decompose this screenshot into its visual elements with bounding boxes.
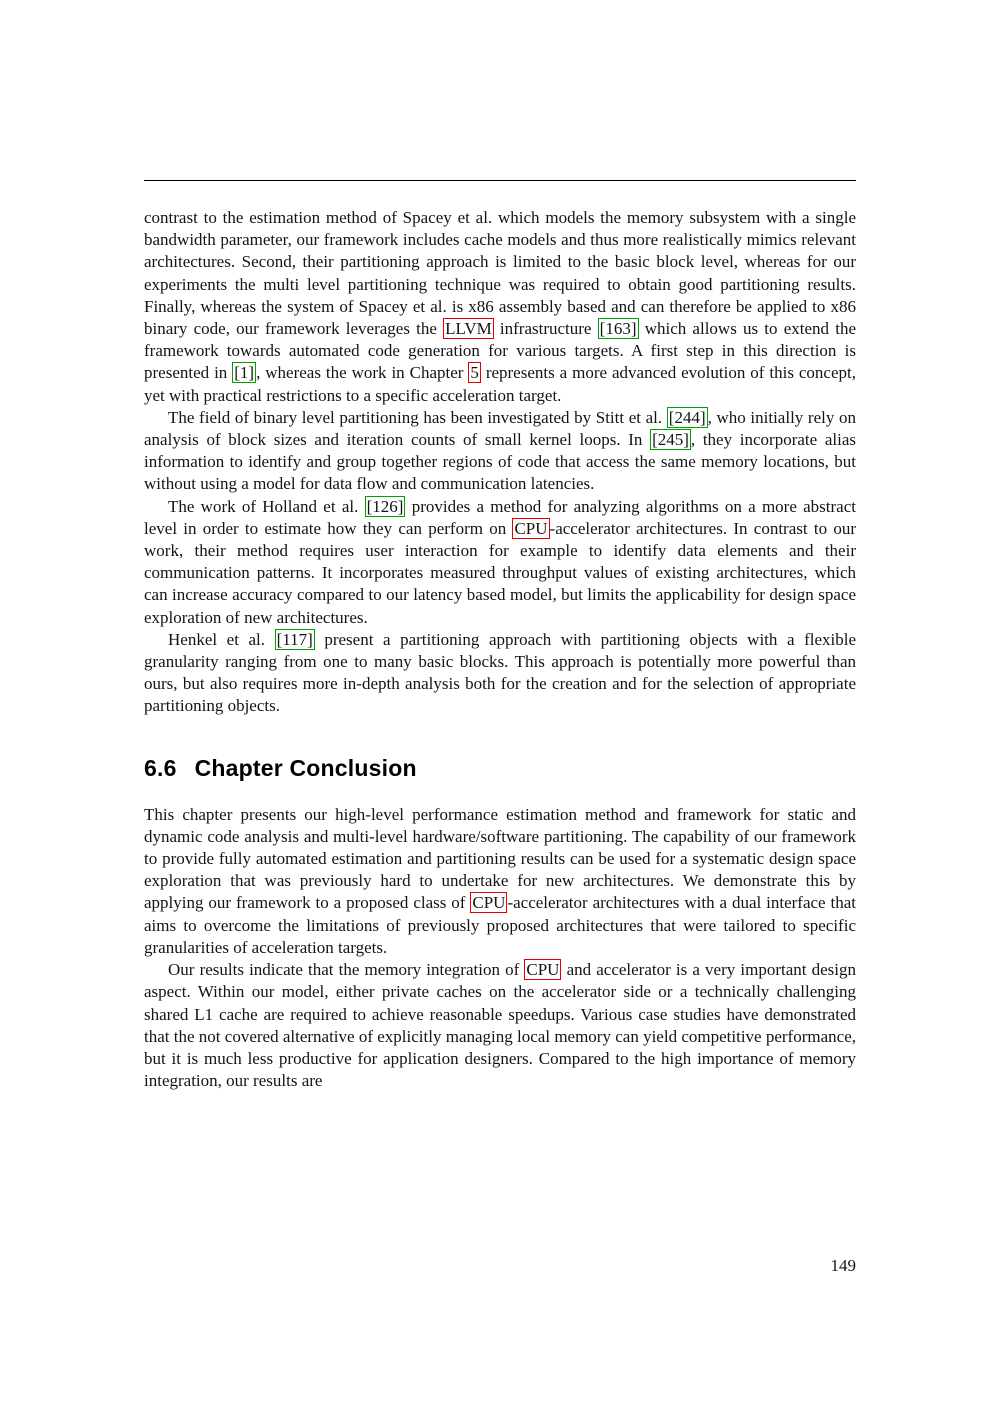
- citation-link[interactable]: [244]: [668, 407, 706, 427]
- internal-link[interactable]: CPU: [526, 960, 560, 980]
- document-content: [144, 207, 856, 1092]
- internal-link[interactable]: 5: [470, 363, 479, 383]
- internal-link[interactable]: CPU: [472, 893, 506, 913]
- text-run: , whereas the work in Chapter: [256, 363, 469, 383]
- paragraph: [144, 804, 856, 959]
- text-run: -accelerator architectures with a dual interface that aims to overcome the limitations of previously proposed architectures that were tailored to specific granularities of acceleration targets.: [144, 893, 857, 957]
- text-run: and accelerator is a very important design aspect. Within our model, either private caches on the accelerator side or a technically challenging shared L1 cache are required to achieve reasonable speedups. Various case studies have demonstrated that the not covered alternative of explicitly managing local memory can yield competitive performance, but it is much less productive for application designers. Compared to the high importance of memory integration, our results are: [144, 960, 856, 1091]
- text-run: This chapter presents our high-level performance estimation method and framework for static and dynamic code analysis and multi-level hardware/software partitioning. The capability of our framework to provide fully automated estimation and partitioning results can be used for a systematic design space exploration that was previously hard to undertake for new architectures. We demonstrate this by applying our framework to a proposed class of: [144, 804, 856, 913]
- page-number: 149: [830, 1256, 856, 1275]
- text-run: , they incorporate alias information to identify and group together regions of code that access the same memory locations, but without using a model for data flow and communication latencies.: [144, 430, 856, 494]
- citation-link[interactable]: [126]: [366, 496, 404, 516]
- paragraph: [144, 207, 856, 407]
- paragraph: [144, 629, 856, 718]
- paragraph: [144, 496, 856, 629]
- text-run: Our results indicate that the memory integration of: [168, 960, 525, 980]
- text-run: infrastructure: [493, 319, 598, 339]
- text-run: contrast to the estimation method of Spacey et al. which models the memory subsystem with a single bandwidth parameter, our framework includes cache models and thus more realistically mimics relevant architectures. Second, their partitioning approach is limited to the basic block level, whereas for our experiments the multi level partitioning technique was required to obtain good partitioning results. Finally, whereas the system of Spacey et al. is x86 assembly based and can therefore be applied to x86 binary code, our framework leverages the: [144, 208, 856, 339]
- citation-link[interactable]: [163]: [599, 319, 637, 339]
- section-title: Chapter Conclusion: [194, 754, 417, 781]
- text-run: , who initially rely on analysis of block sizes and iteration counts of small kernel loops. In: [144, 407, 856, 450]
- text-run: provides a method for analyzing algorithms on a more abstract level in order to estimate how they can perform on: [144, 496, 856, 538]
- text-run: represents a more advanced evolution of this concept, yet with practical restrictions to a specific acceleration target.: [144, 363, 856, 405]
- citation-link[interactable]: [117]: [276, 629, 313, 649]
- citation-link[interactable]: [1]: [234, 363, 255, 383]
- text-run: present a partitioning approach with partitioning objects with a flexible granularity ranging from one to many basic blocks. This approach is potentially more powerful than ours, but also requires more in-depth analysis both for the creation and for the selection of appropriate partitioning objects.: [144, 629, 856, 716]
- section-number: 6.6: [144, 754, 177, 781]
- text-run: The field of binary level partitioning has been investigated by Stitt et al.: [168, 407, 667, 427]
- text-run: The work of Holland et al.: [168, 496, 365, 516]
- text-run: which allows us to extend the framework towards automated code generation for various targets. A first step in this direction is presented in: [144, 319, 856, 383]
- internal-link[interactable]: LLVM: [445, 319, 492, 339]
- citation-link[interactable]: [245]: [652, 430, 689, 450]
- paragraph: [144, 407, 856, 496]
- paragraph: [144, 959, 856, 1092]
- section-heading: [144, 754, 856, 782]
- text-run: -accelerator architectures. In contrast to our work, their method requires user interaction for example to identify data elements and their communication patterns. It incorporates measured throughput values of existing architectures, which can increase accuracy compared to our latency based model, but limits the applicability for design space exploration of new architectures.: [144, 518, 856, 627]
- header-rule: [144, 180, 856, 181]
- text-run: Henkel et al.: [168, 629, 275, 649]
- internal-link[interactable]: CPU: [514, 518, 548, 538]
